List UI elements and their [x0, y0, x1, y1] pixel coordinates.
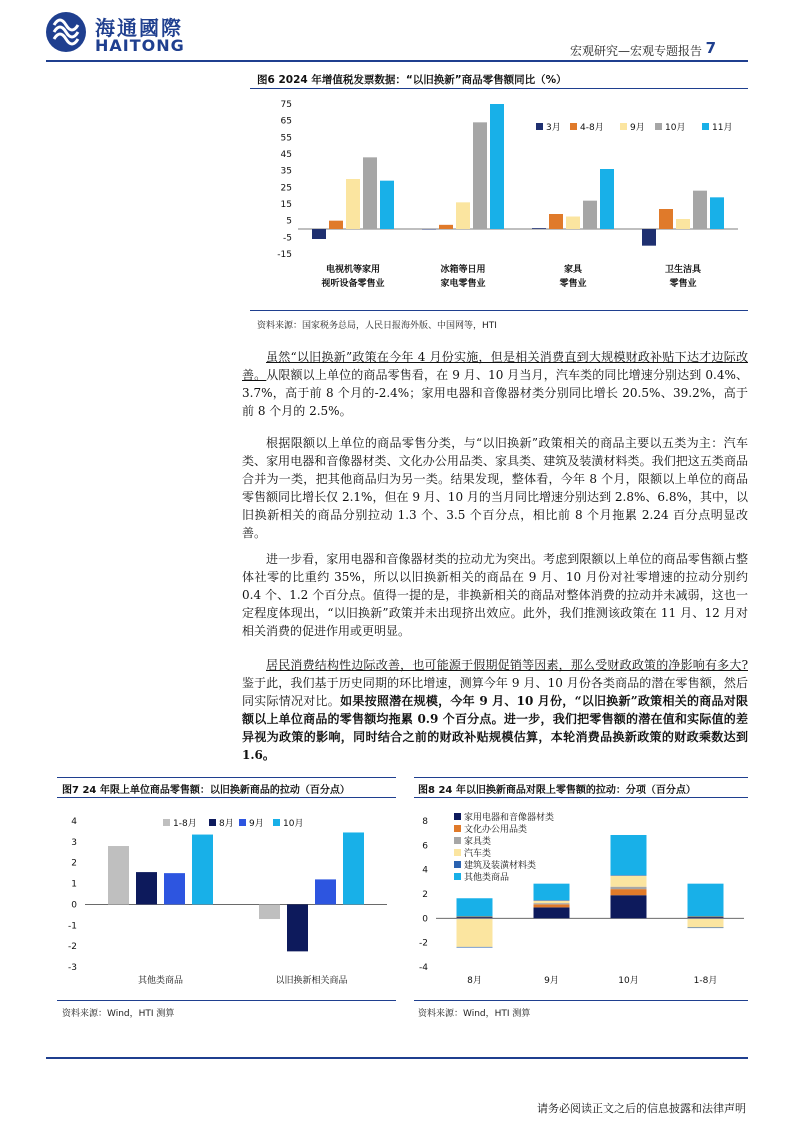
fig6-ytick-label: 65: [280, 116, 292, 127]
fig6-bar-5-1: [380, 181, 394, 229]
fig6-bar-2-2: [439, 225, 453, 229]
fig8-ytick-label: 0: [422, 914, 428, 925]
fig6-ytick-label: -5: [283, 233, 292, 244]
fig6-bar-4-2: [473, 122, 487, 229]
fig6-ytick-label: 5: [286, 216, 292, 227]
fig6-ytick-label: 75: [280, 100, 292, 110]
fig8-ytick-label: 2: [422, 890, 428, 900]
fig7-ytick-label: 2: [71, 858, 77, 869]
paragraph-3: [242, 550, 748, 640]
fig6-category-label: 电视机等家用: [325, 265, 381, 275]
fig6-source: 资料来源：国家税务总局，人民日报海外版、中国网等，HTI: [257, 321, 497, 331]
fig6-bar-2-4: [659, 209, 673, 229]
fig6-bar-1-3: [532, 228, 546, 229]
fig8-bar-2-2: [534, 904, 570, 907]
fig8-category-label: 9月: [544, 976, 559, 986]
fig7-top-line: [57, 777, 396, 778]
fig6-legend-label: 10月: [665, 123, 686, 133]
header-divider: [46, 60, 748, 62]
fig6-category-label: 视听设备零售业: [321, 279, 385, 289]
fig6-category-label: 零售业: [559, 279, 587, 289]
fig7-ytick-label: 0: [71, 900, 77, 911]
fig6-category-label: 家具: [563, 265, 583, 275]
paragraph-1-body: 从限额以上单位的商品零售看，在 9 月、10 月当月，汽车类的同比增速分别达到 0.4%、3.7%，高于前 8 个月的-2.4%；家用电器和音像器材类分别同比增长 20.5%、39.2%，高于前 8 个月的 2.5%。: [242, 368, 748, 418]
fig8-ytick-label: -4: [419, 963, 428, 973]
fig6-bar-1-1: [312, 229, 326, 239]
fig8-title-line: [414, 797, 748, 798]
fig6-bar-3-3: [566, 217, 580, 230]
fig8-bar-5-3: [611, 875, 647, 876]
fig8-title: 图8 24 年以旧换新商品对限上零售额的拉动：分项（百分点）: [418, 785, 696, 796]
fig8-bar-1-1: [457, 917, 493, 918]
fig8-legend-label: 建筑及装潢材料类: [464, 861, 537, 871]
fig8-top-line: [414, 777, 748, 778]
fig6-ytick-label: 55: [280, 133, 292, 144]
fig8-legend-swatch: [454, 837, 461, 844]
logo-text-cn: 海通國際: [95, 16, 183, 40]
fig8-bar-4-1: [457, 919, 493, 947]
logo-text-en: HAITONG: [95, 36, 185, 55]
fig8-legend-label: 家用电器和音像器材类: [464, 813, 555, 823]
fig8-bar-2-3: [611, 889, 647, 895]
fig8-bar-1-3: [611, 895, 647, 918]
fig7-category-label: 以旧换新相关商品: [275, 976, 348, 986]
fig8-bar-6-4: [688, 884, 724, 917]
fig6-bar-2-3: [549, 214, 563, 229]
fig8-bar-6-1: [457, 898, 493, 916]
fig8-chart: [414, 805, 748, 995]
fig8-bar-2-1: [457, 917, 493, 918]
fig8-legend-label: 家具类: [464, 837, 492, 847]
fig8-bar-5-2: [534, 900, 570, 901]
fig7-legend-swatch: [163, 819, 170, 826]
fig8-ytick-label: -2: [419, 938, 428, 949]
fig8-bar-2-4: [688, 917, 724, 918]
fig6-bar-4-3: [583, 201, 597, 229]
fig8-bar-3-1: [457, 918, 493, 919]
fig7-category-label: 其他类商品: [137, 976, 184, 986]
fig6-bar-3-4: [676, 219, 690, 229]
paragraph-1: [242, 348, 748, 420]
logo-icon: [46, 12, 86, 52]
fig6-legend-label: 9月: [630, 123, 645, 133]
paragraph-4-mid: 鉴于此，我们基于历史同期的环比增速，测算今年 9 月、10 月份各类商品的潜在零售额，然后同实际情况对比。: [242, 676, 748, 708]
fig6-bottom-line: [250, 310, 748, 311]
fig7-legend-label: 9月: [249, 819, 264, 829]
fig8-bar-4-2: [534, 901, 570, 903]
fig7-chart: [57, 805, 396, 995]
fig7-legend-label: 1-8月: [173, 819, 197, 829]
fig8-legend-swatch: [454, 849, 461, 856]
paragraph-4-bold: 如果按照潜在规模，今年 9 月、10 月份，“以旧换新”政策相关的商品对限额以上单位商品的零售额均拖累 0.9 个百分点。进一步，我们把零售额的潜在值和实际值的差异视为政策的影响，同时结合之前的财政补贴规模估算，本轮消费品换新政策的财政乘数达到 1.6。: [242, 694, 748, 762]
fig8-legend-swatch: [454, 813, 461, 820]
paragraph-2: [242, 434, 748, 542]
fig7-ytick-label: -1: [68, 921, 77, 932]
fig8-bar-4-4: [688, 919, 724, 928]
fig6-category-label: 卫生洁具: [664, 265, 702, 275]
fig7-bar-2-1: [136, 872, 157, 904]
paragraph-2-body: 根据限额以上单位的商品零售分类，与“以旧换新”政策相关的商品主要以五类为主：汽车类、家用电器和音像器材类、文化办公用品类、家具类、建筑及装潢材料类。我们把这五类商品合并为一类，把其他商品归为另一类。结果发现，整体看，今年 8 个月，限额以上单位的商品零售额同比增长仅 2.1%，但在 9 月、10 月的当月同比增速分别达到 2.8%、6.8%，其中，以旧换新相关的商品分别拉动 1.3 个、3.5 个百分点，相比前 8 个月拖累 2.24 百分点明显改善。: [242, 436, 748, 540]
fig8-bar-1-2: [534, 907, 570, 918]
fig7-bar-4-2: [343, 832, 364, 904]
paragraph-4: [242, 656, 748, 764]
fig8-legend-swatch: [454, 873, 461, 880]
fig7-title-line: [57, 797, 396, 798]
fig6-legend-swatch: [655, 123, 662, 130]
fig8-category-label: 10月: [618, 976, 639, 986]
fig8-bottom-line: [414, 1000, 748, 1001]
fig6-bar-5-2: [490, 104, 504, 229]
fig8-bar-1-4: [688, 917, 724, 918]
fig8-bar-3-3: [611, 887, 647, 889]
fig7-ytick-label: 3: [71, 837, 77, 848]
fig8-ytick-label: 8: [422, 817, 428, 827]
fig6-category-label: 零售业: [669, 279, 697, 289]
fig8-bar-5-1: [457, 947, 493, 948]
fig7-legend-swatch: [239, 819, 246, 826]
fig7-bar-1-1: [108, 846, 129, 904]
paragraph-1-lead: 虽然“以旧换新”政策在今年 4 月份实施，但是相关消费直到大规模财政补贴下达才边际改善。: [242, 350, 748, 382]
fig8-legend-label: 汽车类: [464, 849, 492, 859]
fig6-ytick-label: 45: [280, 150, 292, 160]
fig6-legend-label: 4-8月: [580, 123, 604, 133]
fig8-ytick-label: 6: [422, 841, 428, 852]
fig6-legend-swatch: [620, 123, 627, 130]
footer-divider: [46, 1057, 748, 1059]
fig8-ytick-label: 4: [422, 865, 428, 876]
fig8-legend-label: 其他类商品: [464, 873, 510, 883]
fig6-title-line: [250, 88, 748, 89]
paragraph-4-lead: 居民消费结构性边际改善，也可能源于假期促销等因素，那么受财政政策的净影响有多大?: [266, 658, 748, 672]
fig6-bar-4-4: [693, 191, 707, 229]
fig6-bar-2-1: [329, 221, 343, 229]
page-number: 7: [705, 39, 716, 57]
fig8-source: 资料来源：Wind，HTI 测算: [418, 1009, 531, 1019]
report-section: 宏观研究—宏观专题报告: [569, 44, 702, 58]
fig6-legend-label: 11月: [712, 123, 733, 133]
fig7-bottom-line: [57, 1000, 396, 1001]
paragraph-3-body: 进一步看，家用电器和音像器材类的拉动尤为突出。考虑到限额以上单位的商品零售额占整体社零的比重约 35%，所以以旧换新相关的商品在 9 月、10 月份对社零增速的拉动分别约 0.4 个、1.2 个百分点。值得一提的是，非换新相关的商品对整体消费的拉动并未减弱，这也一定程度体现出，“以旧换新”政策并未出现挤出效应。此外，我们推测该政策在 11 月、12 月对相关消费的促进作用或更明显。: [242, 552, 748, 638]
fig6-legend-swatch: [536, 123, 543, 130]
fig8-legend-swatch: [454, 861, 461, 868]
fig8-bar-3-4: [688, 918, 724, 919]
fig7-legend-label: 8月: [219, 819, 234, 829]
fig8-bar-4-3: [611, 876, 647, 887]
fig7-title: 图7 24 年限上单位商品零售额：以旧换新商品的拉动（百分点）: [62, 785, 350, 796]
fig7-ytick-label: 1: [71, 879, 77, 890]
fig6-bar-5-3: [600, 169, 614, 229]
fig6-legend-label: 3月: [546, 123, 561, 133]
fig7-bar-1-2: [259, 904, 280, 919]
fig8-bar-6-3: [611, 835, 647, 875]
fig6-bar-3-1: [346, 179, 360, 229]
fig7-bar-2-2: [287, 904, 308, 951]
footer-disclaimer: 请务必阅读正文之后的信息披露和法律声明: [537, 1102, 746, 1115]
fig8-legend-swatch: [454, 825, 461, 832]
fig6-bar-1-4: [642, 229, 656, 246]
fig6-bar-5-4: [710, 197, 724, 229]
fig7-legend-swatch: [273, 819, 280, 826]
fig8-bar-6-2: [534, 884, 570, 900]
fig7-source: 资料来源：Wind，HTI 测算: [62, 1009, 175, 1019]
fig8-category-label: 1-8月: [693, 976, 718, 986]
fig8-category-label: 8月: [467, 976, 482, 986]
fig7-ytick-label: 4: [71, 817, 77, 827]
fig6-chart: [250, 92, 748, 302]
fig7-ytick-label: -3: [68, 963, 77, 973]
fig6-legend-swatch: [570, 123, 577, 130]
fig6-bar-4-1: [363, 157, 377, 229]
fig8-bar-3-2: [534, 903, 570, 904]
fig6-ytick-label: 25: [280, 183, 292, 194]
fig6-category-label: 家电零售业: [440, 279, 486, 289]
fig6-ytick-label: 35: [280, 166, 292, 177]
fig8-legend-label: 文化办公用品类: [464, 825, 528, 835]
fig6-category-label: 冰箱等日用: [440, 265, 486, 275]
fig6-ytick-label: 15: [280, 200, 292, 210]
fig7-bar-3-2: [315, 879, 336, 904]
fig6-title: 图6 2024 年增值税发票数据：“以旧换新”商品零售额同比（%）: [257, 74, 567, 86]
fig7-legend-swatch: [209, 819, 216, 826]
fig6-ytick-label: -15: [277, 250, 292, 260]
fig7-legend-label: 10月: [283, 819, 304, 829]
fig7-bar-3-1: [164, 873, 185, 904]
fig6-bar-1-2: [422, 229, 436, 230]
fig8-bar-5-4: [688, 927, 724, 928]
fig6-bar-3-2: [456, 202, 470, 229]
fig7-ytick-label: -2: [68, 942, 77, 953]
fig7-bar-4-1: [192, 835, 213, 905]
fig6-legend-swatch: [702, 123, 709, 130]
